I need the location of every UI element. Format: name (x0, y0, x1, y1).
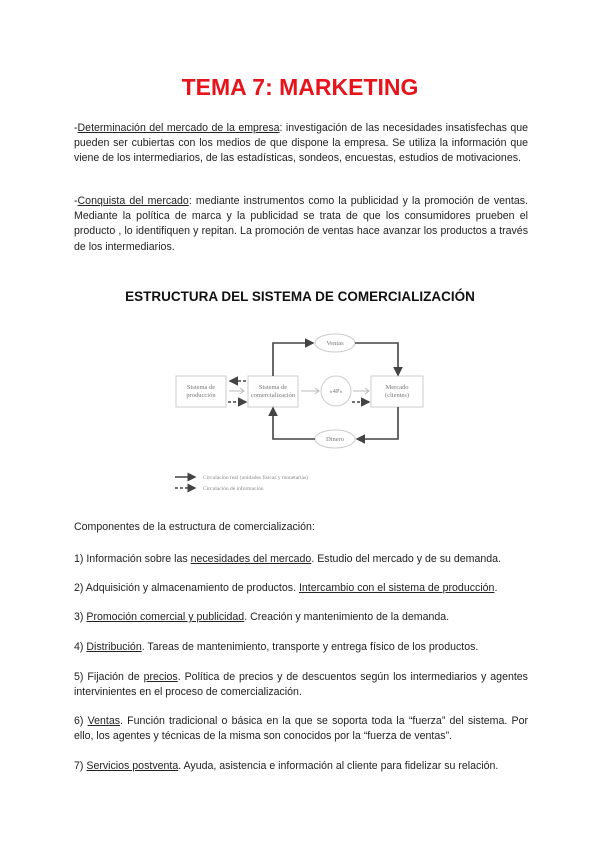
text: . (494, 582, 498, 594)
component-3 (74, 610, 528, 625)
text: . Tareas de mantenimiento, transporte y entrega físico de los productos. (141, 641, 479, 653)
term: Servicios postventa (86, 760, 179, 772)
text: . Política de precios y de descuentos según los intermediarios y agentes intervinientes en el proceso de comercialización. (74, 671, 528, 699)
label: «4P» (329, 388, 343, 395)
text: 6) (74, 715, 88, 727)
section-heading: ESTRUCTURA DEL SISTEMA DE COMERCIALIZACIÓN (125, 289, 475, 304)
component-7 (74, 759, 528, 774)
label: producción (186, 392, 216, 399)
label: comercialización (250, 392, 296, 399)
label: Mercado (385, 384, 409, 391)
term: Distribución (86, 641, 142, 653)
term: Intercambio con el sistema de producción (298, 582, 495, 594)
component-2 (74, 581, 528, 596)
text: : investigación de las necesidades insatisfechas que pueden ser cubiertas con los medios de que dispone la empresa. Se utiliza la información que viene de los intermediarios, de las estadísticas, sondeos, encuestas, estudios de motivaciones. (74, 122, 528, 165)
arrow-to-dinero (357, 407, 398, 439)
components-intro: Componentes de la estructura de comercialización: (74, 521, 315, 533)
label: Dinero (325, 436, 345, 443)
term: Determinación del mercado de la empresa (77, 122, 280, 134)
text: . Función tradicional o básica en la que se soporta toda la “fuerza” del sistema. Por ello, los agentes y técnicas de la misma son conocidos por la “fuerza de ventas”. (74, 715, 528, 743)
intro-paragraph-1: -Determinación del mercado de la empresa: investigación de las necesidades insatisfechas que pueden ser cubiertas con los medios de que dispone la empresa. Se utiliza la información que viene de los intermediarios, de las estadísticas, sondeos, encuestas, estudios de motivaciones. (74, 122, 528, 165)
term: Conquista del mercado (77, 195, 189, 207)
intro-paragraph-2: -Conquista del mercado: mediante instrumentos como la publicidad y la promoción de ventas. Mediante la política de marca y la publicidad se trata de que los consumidores prueben el producto , lo identifiquen y repitan. La promoción de ventas hace avanzar los productos a través de los intermediarios. (74, 195, 528, 253)
term: precios (143, 671, 178, 683)
component-4 (74, 640, 528, 655)
legend-info: Circulación de información (203, 486, 264, 492)
component-5 (74, 670, 528, 700)
text: . Ayuda, asistencia e información al cliente para fidelizar su relación. (178, 760, 499, 772)
term: Ventas (87, 715, 121, 727)
text: 4) (74, 641, 87, 653)
text: . Creación y mantenimiento de la demanda. (244, 611, 450, 623)
arrow-to-mercado (355, 343, 398, 375)
text: 7) (74, 760, 87, 772)
flow-arrow (229, 388, 244, 394)
label: Sistema de (186, 384, 216, 391)
text: . Estudio del mercado y de su demanda. (311, 553, 501, 565)
term: necesidades del mercado (190, 553, 312, 565)
text: 5) Fijación de (74, 671, 144, 683)
label: Ventas (326, 340, 344, 347)
text: 1) Información sobre las (74, 553, 191, 565)
term: Promoción comercial y publicidad (86, 611, 245, 623)
text: 2) Adquisición y almacenamiento de productos. (74, 582, 299, 594)
arrow-to-ventas (273, 343, 313, 376)
arrow-to-comercializacion (273, 408, 315, 439)
text: : mediante instrumentos como la publicidad y la promoción de ventas. Mediante la política de marca y la publicidad se trata de que los consumidores prueben el producto , lo identifiquen y repitan. La promoción de ventas hace avanzar los productos a través de los intermediarios. (74, 195, 528, 253)
flow-arrow (353, 388, 369, 394)
legend-real: Circulación real (unidades físicas y monetarias) (203, 475, 308, 481)
component-6 (74, 714, 528, 744)
flow-arrow (301, 388, 319, 394)
component-1 (74, 552, 528, 567)
label: (clientes) (384, 392, 410, 399)
text: 3) (74, 611, 87, 623)
page-title: TEMA 7: MARKETING (181, 74, 419, 100)
label: Sistema de (258, 384, 288, 391)
